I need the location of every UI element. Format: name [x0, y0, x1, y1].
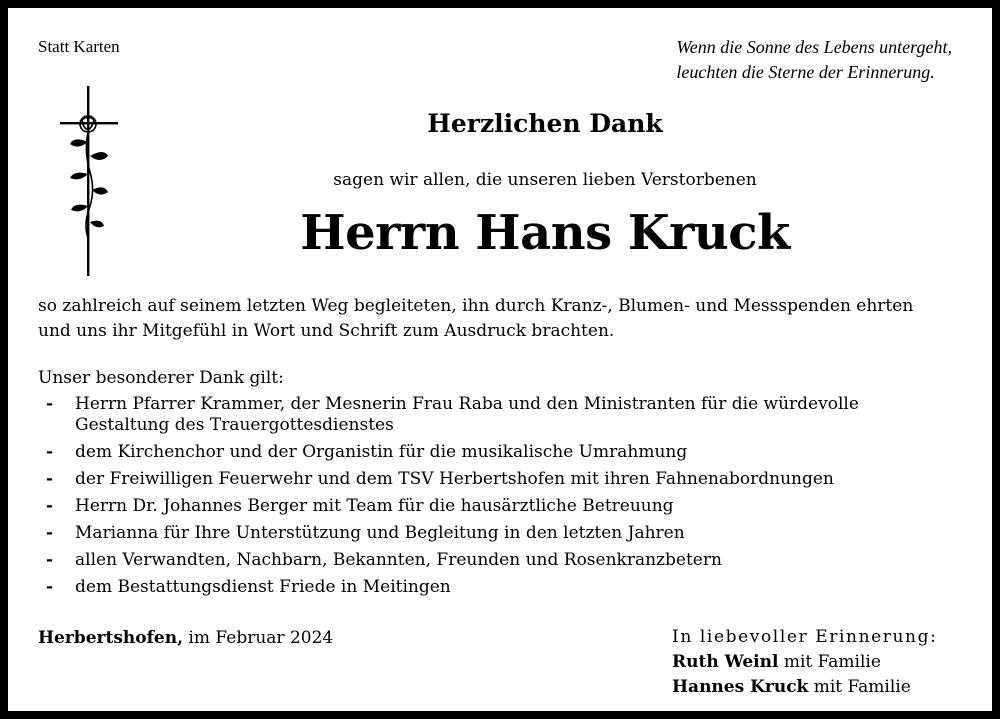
- quote-line-1: Wenn die Sonne des Lebens untergeht,: [676, 37, 952, 57]
- dash-bullet: -: [46, 496, 54, 516]
- list-item-text: Herrn Pfarrer Krammer, der Mesnerin Frau Raba und den Ministranten für die würdevolle: [75, 394, 859, 414]
- list-item-text-continued: Gestaltung des Trauergottesdienstes: [75, 415, 394, 435]
- deceased-name: Herrn Hans Kruck: [300, 205, 790, 261]
- list-item: [38, 577, 859, 598]
- list-item: [38, 442, 859, 463]
- list-item: [38, 550, 859, 571]
- special-thanks-list: [38, 394, 859, 604]
- signer-2-name: Hannes Kruck: [672, 677, 809, 697]
- statt-karten-label: Statt Karten: [38, 37, 120, 56]
- list-item-text: dem Kirchenchor und der Organistin für die musikalische Umrahmung: [75, 442, 688, 462]
- signer-2: [672, 675, 937, 700]
- signer-1: [672, 650, 937, 675]
- thanks-paragraph: [38, 294, 913, 344]
- closing-signature: [672, 625, 937, 700]
- place-and-date: [38, 628, 333, 648]
- signer-2-suffix: mit Familie: [808, 677, 911, 697]
- date-text: im Februar 2024: [183, 628, 334, 648]
- thanks-subtitle: sagen wir allen, die unseren lieben Verstorbenen: [333, 170, 757, 190]
- quote-line-2: leuchten die Sterne der Erinnerung.: [676, 62, 935, 82]
- special-thanks-intro: Unser besonderer Dank gilt:: [38, 368, 284, 388]
- signer-1-suffix: mit Familie: [778, 652, 881, 672]
- thanks-title: Herzlichen Dank: [427, 109, 663, 138]
- list-item-text: dem Bestattungsdienst Friede in Meitingen: [75, 577, 451, 597]
- dash-bullet: -: [46, 442, 54, 462]
- list-item: [38, 394, 859, 436]
- list-item-text: der Freiwilligen Feuerwehr und dem TSV Herbertshofen mit ihren Fahnenabordnungen: [75, 469, 834, 489]
- paragraph-line-1: so zahlreich auf seinem letzten Weg begleiteten, ihn durch Kranz-, Blumen- und Messspenden ehrten: [38, 296, 914, 316]
- dash-bullet: -: [46, 469, 54, 489]
- paragraph-line-2: und uns ihr Mitgefühl in Wort und Schrift zum Ausdruck brachten.: [38, 321, 615, 341]
- list-item-text: Herrn Dr. Johannes Berger mit Team für die hausärztliche Betreuung: [75, 496, 674, 516]
- list-item: [38, 523, 859, 544]
- dash-bullet: -: [46, 577, 54, 597]
- closing-lead: In liebevoller Erinnerung:: [672, 627, 938, 647]
- list-item: [38, 496, 859, 517]
- dash-bullet: -: [46, 550, 54, 570]
- signer-1-name: Ruth Weinl: [672, 652, 779, 672]
- memorial-quote: [676, 35, 952, 85]
- place-name: Herbertshofen,: [38, 628, 184, 648]
- list-item-text: Marianna für Ihre Unterstützung und Begleitung in den letzten Jahren: [75, 523, 685, 543]
- list-item: [38, 469, 859, 490]
- dash-bullet: -: [46, 523, 54, 543]
- list-item-text: allen Verwandten, Nachbarn, Bekannten, Freunden und Rosenkranzbetern: [75, 550, 722, 570]
- dash-bullet: -: [46, 394, 54, 414]
